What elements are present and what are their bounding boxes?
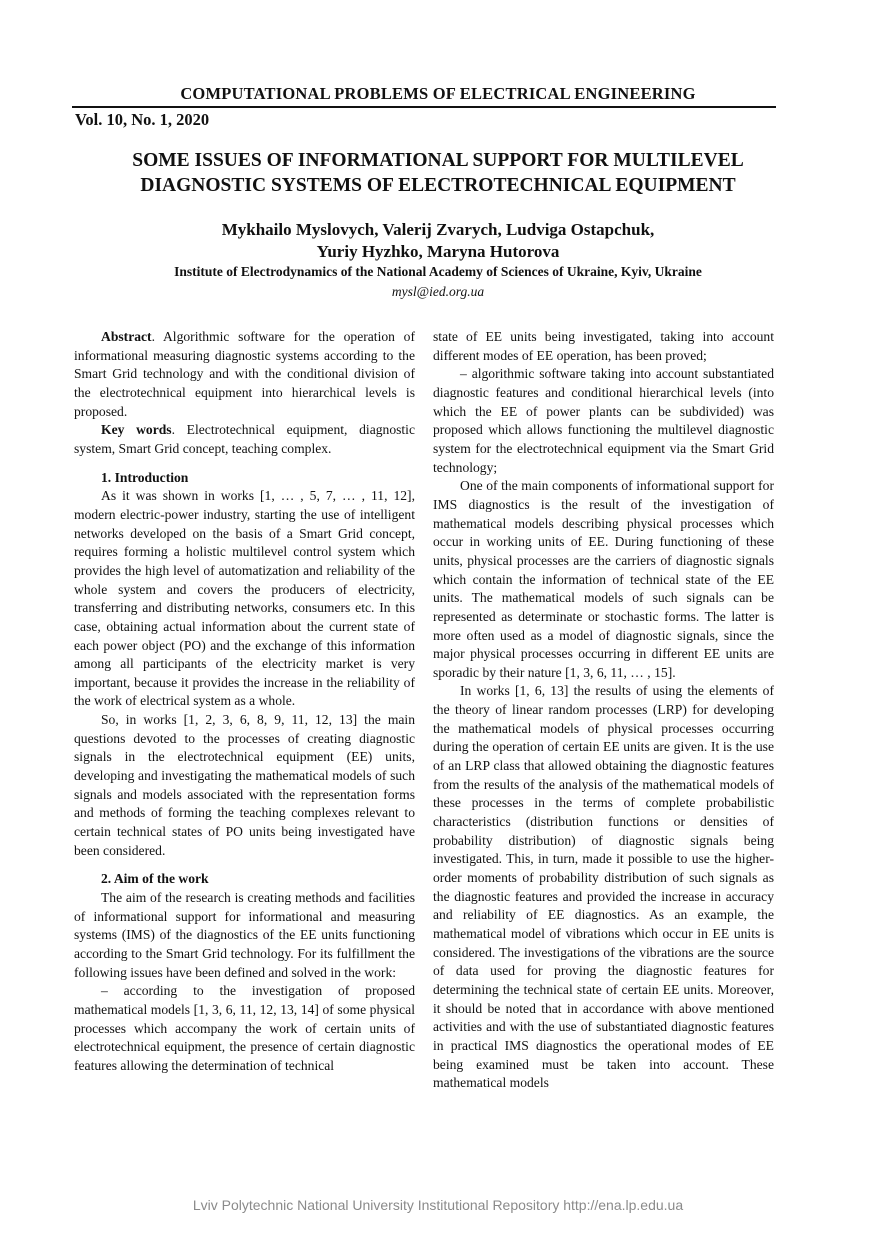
introduction-paragraph-1: As it was shown in works [1, … , 5, 7, … , 11, 12], modern electric-power industry, starting the use of intelligent networks developed on the basis of a Smart Grid concept, requires forming a holistic multilevel control system which provides the high level of automatization and reliability of the whole system and covers the producers of electricity, transferring and distributing networks, consumers etc. In this case, obtaining actual information about the current state of each power object (PO) and the exchange of this information among all participants of the electricity market is very important, because it provides the increase in the reliability of the work of electrical system as a whole. <box>74 488 415 709</box>
left-column <box>74 328 415 1076</box>
aim-paragraph-2: – according to the investigation of proposed mathematical models [1, 3, 6, 11, 12, 13, 14] of some physical processes which accompany the work of certain units of electrotechnical equipment, the presence of certain diagnostic features allowing the determination of technical <box>74 983 415 1073</box>
authors-line-2: Yuriy Hyzhko, Maryna Hutorova <box>316 242 560 261</box>
header-rule <box>72 106 776 108</box>
author-list <box>60 219 816 263</box>
affiliation: Institute of Electrodynamics of the National Academy of Sciences of Ukraine, Kyiv, Ukraine <box>174 264 702 279</box>
contact-email[interactable]: mysl@ied.org.ua <box>391 284 485 299</box>
volume-info: Vol. 10, No. 1, 2020 <box>75 110 210 129</box>
right-paragraph-4: In works [1, 6, 13] the results of using the elements of the theory of linear random processes (LRP) for developing the mathematical models of physical processes occurring during the operation of certain EE units are given. It is the use of an LRP class that allowed obtaining the diagnostic features from the results of the analysis of the mathematical models of these processes in the terms of complete probabilistic characteristics (distribution functions or densities of probability distribution) of diagnostic signals being investigated. This, in turn, made it possible to use the higher-order moments of probability distribution of such signals as the diagnostic features and provided the increase in accuracy and reliability of EE diagnostics. As an example, the mathematical model of vibrations which occur in EE units is considered. The investigations of the vibrations are the source of data used for proving the diagnostic features for determining the technical state of certain EE units. Moreover, it should be noted that in accordance with above mentioned activities and with the use of substantiated diagnostic features in practical IMS diagnostics the operational modes of EE being examined must be taken into account. These mathematical models <box>433 683 774 1091</box>
right-paragraph-3: One of the main components of informational support for IMS diagnostics is the result of the investigation of mathematical models describing physical processes which occur in working units of EE. During functioning of these units, physical processes are the carriers of diagnostic signals which contain the information of technical state of the EE units. The mathematical models of such signals can be represented as determinate or stochastic forms. The latter is more often used as a model of diagnostic signals, since the major physical processes occurring in different EE units are sporadic by their nature [1, 3, 6, 11, … , 15]. <box>433 478 774 680</box>
right-paragraph-1: state of EE units being investigated, taking into account different modes of EE operation, has been proved; <box>433 329 774 363</box>
repository-footer[interactable]: Lviv Polytechnic National University Institutional Repository http://ena.lp.edu.ua <box>192 1197 684 1213</box>
right-column <box>433 328 774 1093</box>
title-line-1: SOME ISSUES OF INFORMATIONAL SUPPORT FOR MULTILEVEL <box>132 150 744 171</box>
section-heading-aim: 2. Aim of the work <box>101 871 209 887</box>
article-title <box>60 148 816 198</box>
journal-name: COMPUTATIONAL PROBLEMS OF ELECTRICAL ENGINEERING <box>180 84 696 103</box>
abstract-text: . Algorithmic software for the operation of informational measuring diagnostic systems according to the Smart Grid technology and with the conditional division of the electrotechnical equipment into hierarchical levels is proposed. <box>74 329 415 419</box>
title-line-2: DIAGNOSTIC SYSTEMS OF ELECTROTECHNICAL EQUIPMENT <box>140 175 736 196</box>
abstract-paragraph <box>74 328 415 421</box>
section-heading-introduction: 1. Introduction <box>101 469 189 485</box>
introduction-paragraph-2: So, in works [1, 2, 3, 6, 8, 9, 11, 12, 13] the main questions devoted to the processes of creating diagnostic signals in the electrotechnical equipment (EE) units, developing and investigating the mathematical models of such signals and models associated with the representation forms and methods of forming the teaching complexes relevant to certain technical states of PO units being investigated have been considered. <box>74 712 415 858</box>
authors-line-1: Mykhailo Myslovych, Valerij Zvarych, Ludviga Ostapchuk, <box>221 220 655 239</box>
keywords-text: . Electrotechnical equipment, diagnostic system, Smart Grid concept, teaching complex. <box>74 422 415 456</box>
keywords-label: Key words <box>101 422 172 438</box>
right-paragraph-2: – algorithmic software taking into account substantiated diagnostic features and conditional hierarchical levels (into which the EE of power plants can be subdivided) was proposed which allows functioning the multilevel diagnostic system for the electrotechnical equipment via the Smart Grid technology; <box>433 366 774 475</box>
abstract-label: Abstract <box>101 329 152 344</box>
aim-paragraph-1: The aim of the research is creating methods and facilities of informational support for informational and measuring systems (IMS) of the diagnostics of the EE units functioning according to the Smart Grid technology. For its fulfillment the following issues have been defined and solved in the work: <box>74 890 415 980</box>
keywords-paragraph <box>74 421 415 458</box>
